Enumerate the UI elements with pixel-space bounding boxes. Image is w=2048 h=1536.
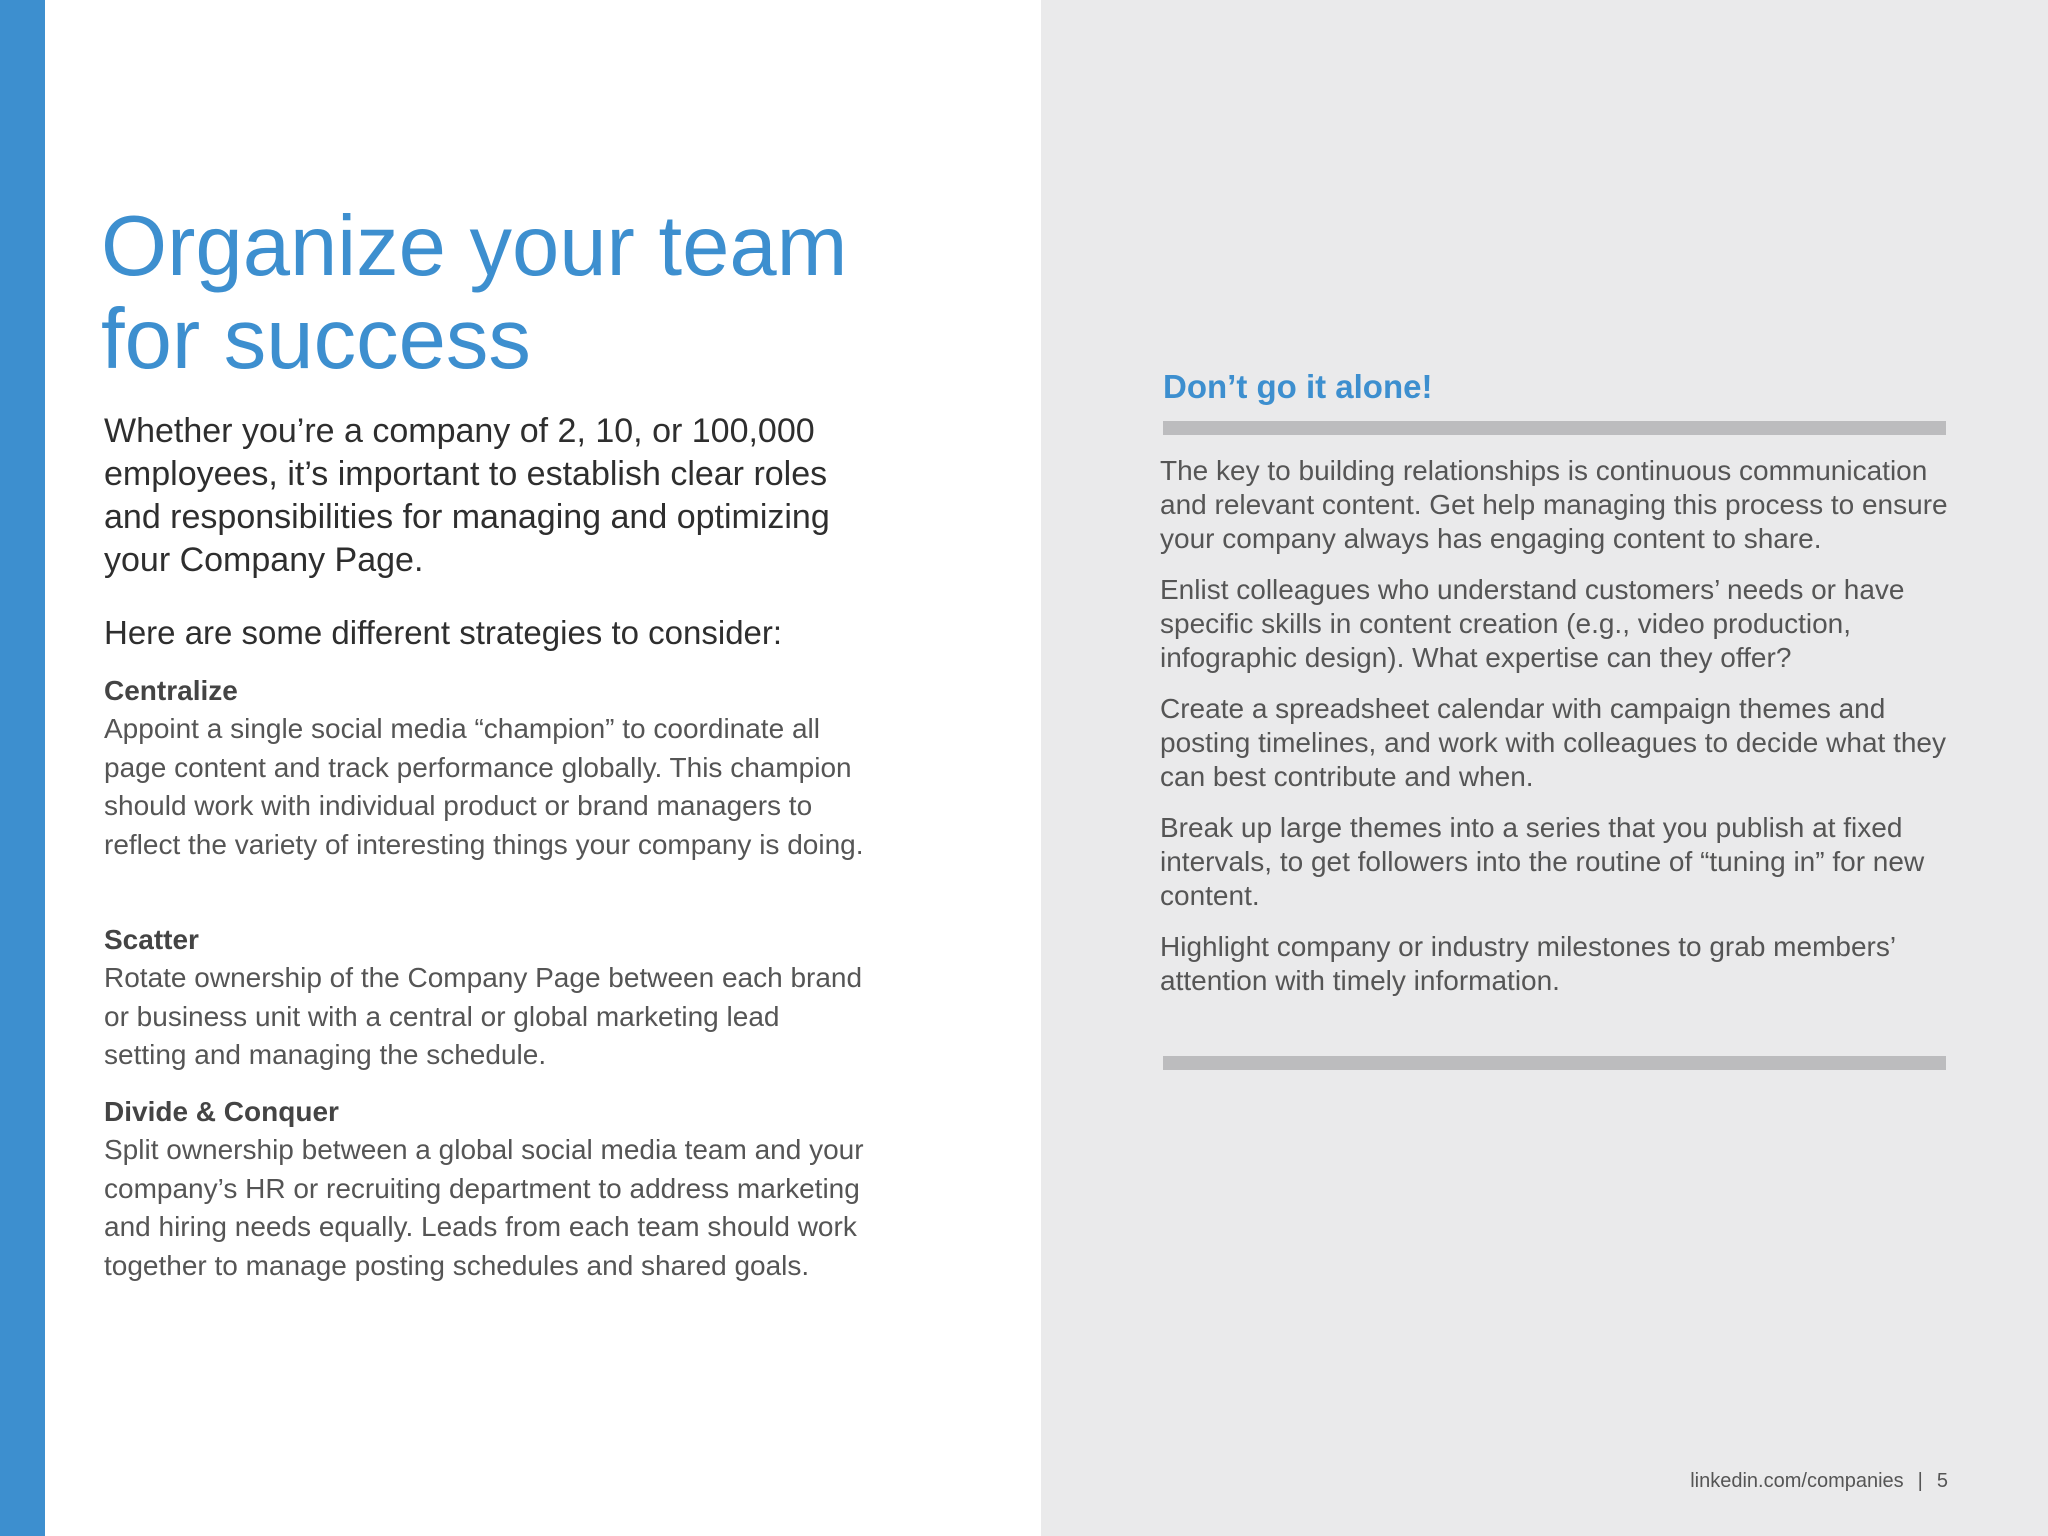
strategy-heading: Centralize — [104, 675, 238, 706]
strategy-body: Appoint a single social media “champion” to coordinate all page content and track performance globally. This champion should work with individual product or brand managers to reflect the variety of interesting things your company is doing. — [104, 713, 864, 860]
strategies-lead: Here are some different strategies to consider: — [104, 614, 783, 651]
sidebar-heading: Don’t go it alone! — [1163, 368, 1433, 405]
footer-url: linkedin.com/companies — [1690, 1470, 1904, 1492]
strategy-heading: Scatter — [104, 924, 199, 955]
strategy-heading: Divide & Conquer — [104, 1096, 339, 1127]
intro-paragraph: Whether you’re a company of 2, 10, or 100,000 employees, it’s important to establish clear roles and responsibilities for managing and optimizing your Company Page. — [104, 412, 830, 579]
strategy-body: Rotate ownership of the Company Page between each brand or business unit with a central or global marketing lead setting and managing the schedule. — [104, 962, 863, 1070]
strategy-body: Split ownership between a global social media team and your company’s HR or recruiting department to address marketing and hiring needs equally. Leads from each team should work together to manage posting schedules and shared goals. — [104, 1134, 864, 1281]
page-number: 5 — [1936, 1470, 1948, 1492]
title-line-1: Organize your team — [101, 199, 848, 294]
sidebar-paragraph: Break up large themes into a series that you publish at fixed intervals, to get followers into the routine of “tuning in” for new content. — [1160, 812, 1925, 911]
accent-bar — [0, 0, 45, 1536]
strategy-centralize — [104, 672, 864, 864]
sidebar-paragraph: Enlist colleagues who understand customers’ needs or have specific skills in content creation (e.g., video production, infographic design). What expertise can they offer? — [1160, 574, 1905, 673]
page-footer — [1690, 1466, 1948, 1496]
title-line-2: for success — [101, 292, 531, 387]
sidebar-paragraph: Create a spreadsheet calendar with campaign themes and posting timelines, and work with colleagues to decide what they can best contribute and when. — [1160, 693, 1946, 792]
footer-separator: | — [1917, 1470, 1923, 1492]
sidebar-paragraph: Highlight company or industry milestones to grab members’ attention with timely information. — [1160, 931, 1896, 996]
sidebar-divider-bottom — [1163, 1056, 1946, 1070]
sidebar-divider-top — [1163, 421, 1946, 435]
sidebar-paragraph: The key to building relationships is continuous communication and relevant content. Get help managing this process to ensure your company always has engaging content to share. — [1160, 455, 1948, 554]
sidebar-content — [1160, 454, 1960, 1015]
page-title — [101, 200, 961, 386]
strategy-divide-conquer — [104, 1093, 864, 1285]
strategy-scatter — [104, 921, 864, 1075]
